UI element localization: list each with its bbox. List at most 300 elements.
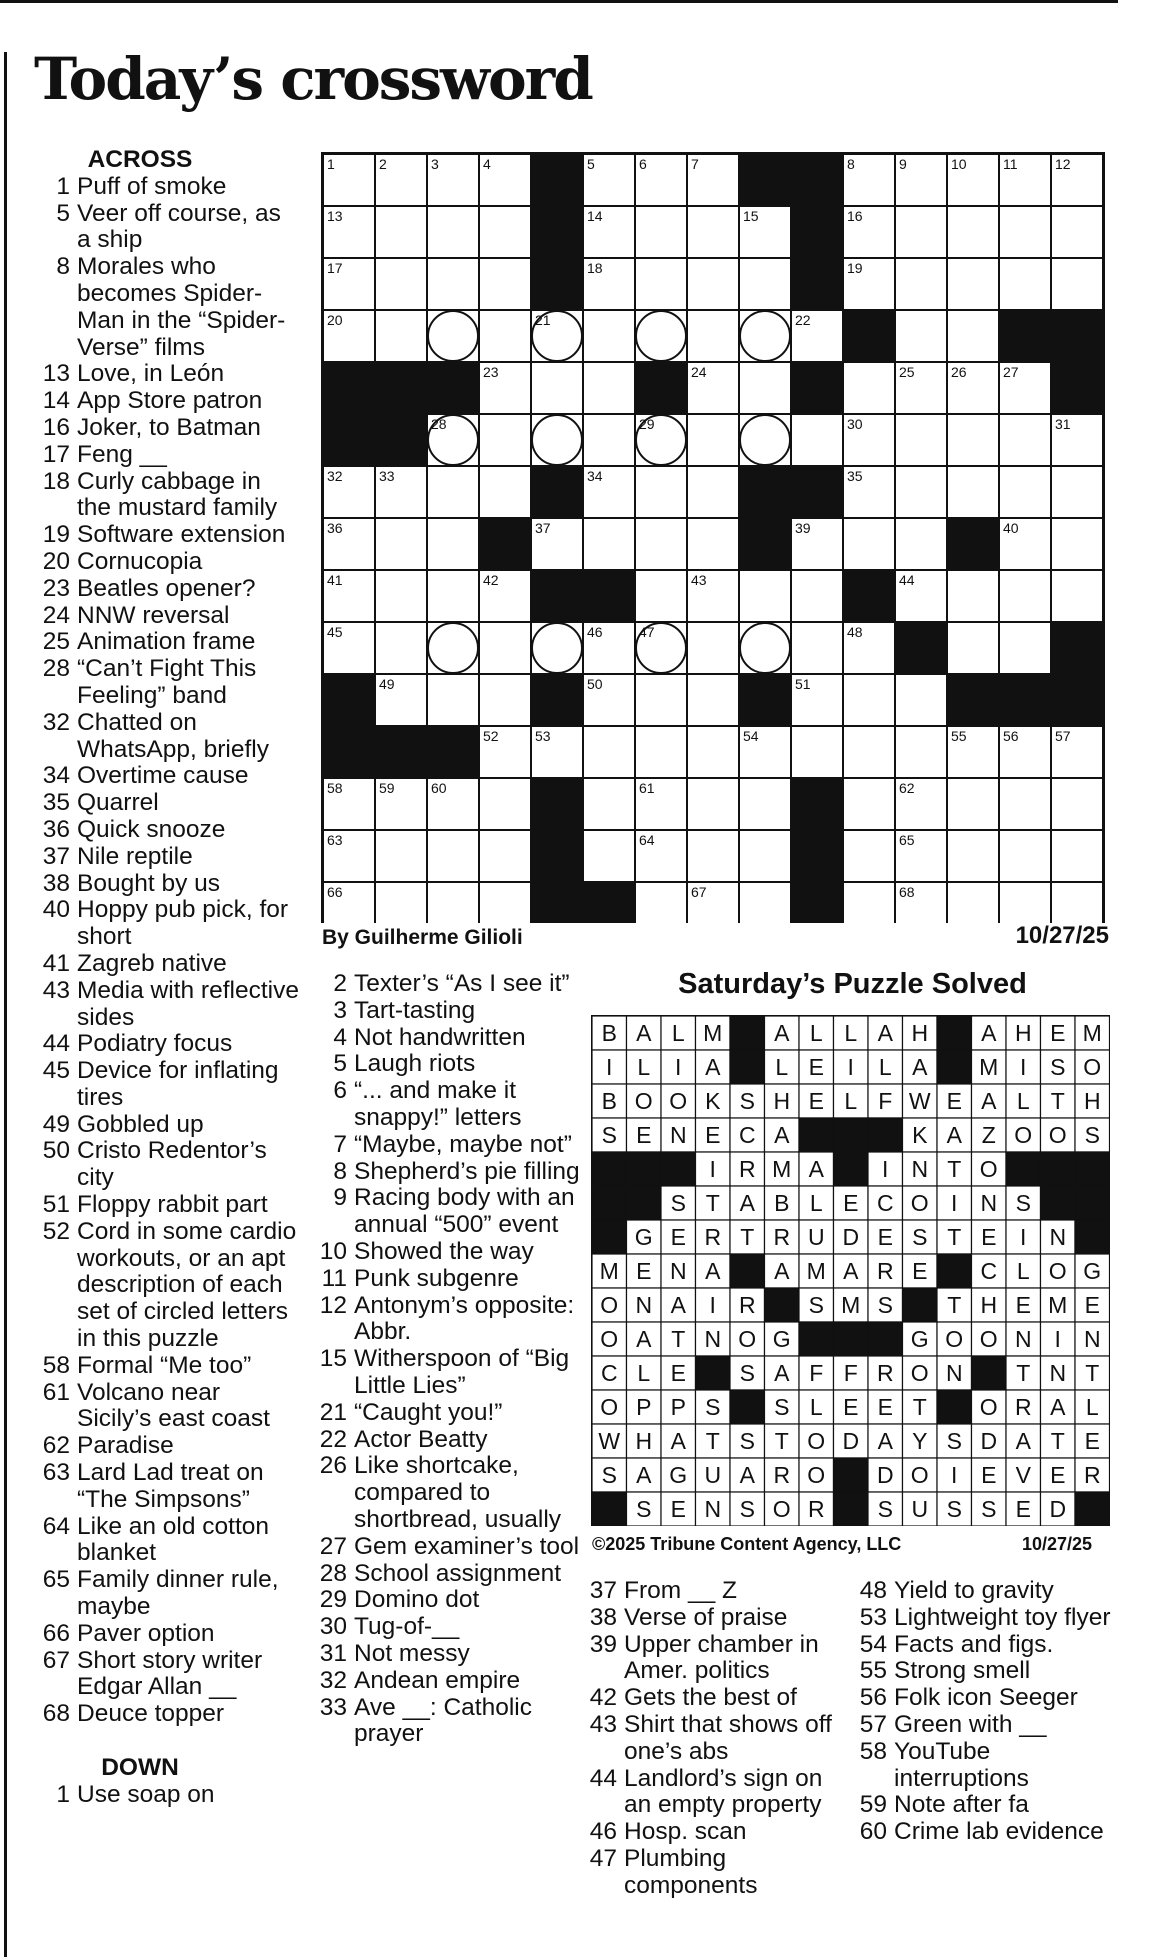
- grid-cell[interactable]: [427, 466, 479, 518]
- down-clue-39[interactable]: [587, 1632, 852, 1686]
- down-clue-10[interactable]: [317, 1239, 587, 1266]
- grid-cell[interactable]: [635, 726, 687, 778]
- clue-text: Puff of smoke: [77, 172, 227, 200]
- solution-letter: N: [1049, 1360, 1067, 1386]
- black-square: [791, 206, 843, 258]
- across-clue-28[interactable]: [40, 656, 300, 710]
- across-clue-66[interactable]: [40, 1621, 300, 1648]
- down-clue-54[interactable]: [857, 1632, 1122, 1659]
- solution-letter: T: [1050, 1088, 1065, 1114]
- grid-cell[interactable]: [947, 206, 999, 258]
- cell-number: 15: [743, 208, 759, 224]
- black-square: [791, 362, 843, 414]
- cell-number: 20: [327, 312, 343, 328]
- clue-text: Texter’s “As I see it”: [354, 970, 570, 997]
- grid-cell[interactable]: [635, 206, 687, 258]
- down-clue-12[interactable]: [317, 1293, 587, 1347]
- clue-text: Joker, to Batman: [77, 413, 261, 441]
- grid-cell[interactable]: [947, 414, 999, 466]
- clue-number: 14: [42, 387, 70, 415]
- clue-number: 53: [859, 1603, 887, 1631]
- solution-letter: S: [981, 1496, 997, 1522]
- down-clue-46[interactable]: [587, 1819, 852, 1846]
- grid-cell[interactable]: [687, 258, 739, 310]
- grid-cell[interactable]: [635, 518, 687, 570]
- grid-cell[interactable]: [375, 570, 427, 622]
- grid-cell[interactable]: [947, 778, 999, 830]
- grid-cell[interactable]: [479, 830, 531, 882]
- grid-cell[interactable]: [895, 258, 947, 310]
- down-clue-55[interactable]: [857, 1658, 1122, 1685]
- clue-number: 9: [333, 1184, 347, 1212]
- cell-number: 29: [639, 416, 655, 432]
- down-clue-8[interactable]: [317, 1159, 587, 1186]
- down-clue-57[interactable]: [857, 1712, 1122, 1739]
- solution-letter: S: [912, 1224, 928, 1250]
- solution-black-square: [592, 1152, 627, 1186]
- solution-letter: S: [739, 1496, 755, 1522]
- across-clue-61[interactable]: [40, 1380, 300, 1434]
- grid-cell[interactable]: [895, 674, 947, 726]
- grid-cell[interactable]: [479, 466, 531, 518]
- clue-number: 64: [42, 1512, 70, 1540]
- clue-number: 26: [319, 1452, 347, 1480]
- clue-text: Andean empire: [354, 1666, 521, 1694]
- across-clue-14[interactable]: [40, 388, 300, 415]
- clue-number: 58: [42, 1351, 70, 1379]
- across-clue-51[interactable]: [40, 1192, 300, 1219]
- grid-cell[interactable]: [843, 726, 895, 778]
- black-square: [999, 310, 1051, 362]
- clue-text: Cornucopia: [77, 547, 203, 575]
- down-clue-42[interactable]: [587, 1685, 852, 1712]
- solution-letter: T: [774, 1428, 789, 1454]
- solution-letter: M: [1082, 1020, 1102, 1046]
- clue-text: Like shortcake, compared to shortbread, usually: [354, 1452, 562, 1533]
- down-clue-30[interactable]: [317, 1614, 587, 1641]
- across-clue-50[interactable]: [40, 1138, 300, 1192]
- black-square: [791, 830, 843, 882]
- black-square: [635, 362, 687, 414]
- grid-cell[interactable]: [687, 622, 739, 674]
- black-square: [323, 362, 375, 414]
- clue-text: Floppy rabbit part: [77, 1191, 268, 1219]
- solution-letter: A: [912, 1054, 928, 1080]
- clue-number: 11: [321, 1264, 347, 1292]
- down-clue-column-3: [587, 1578, 852, 1900]
- clue-text: “Maybe, maybe not”: [354, 1130, 572, 1158]
- solution-letter: S: [670, 1190, 686, 1216]
- black-square: [947, 518, 999, 570]
- grid-cell[interactable]: [375, 206, 427, 258]
- black-square: [1051, 362, 1103, 414]
- grid-cell[interactable]: [635, 466, 687, 518]
- down-clue-21[interactable]: [317, 1400, 587, 1427]
- solution-letter: N: [635, 1292, 653, 1318]
- across-heading: ACROSS: [87, 146, 193, 173]
- grid-cell[interactable]: [843, 518, 895, 570]
- down-clue-29[interactable]: [317, 1587, 587, 1614]
- grid-cell[interactable]: [947, 466, 999, 518]
- clue-number: 43: [589, 1710, 617, 1738]
- grid-cell[interactable]: [791, 726, 843, 778]
- solution-letter: A: [636, 1326, 652, 1352]
- cell-number: 22: [795, 312, 811, 328]
- grid-cell[interactable]: [687, 310, 739, 362]
- black-square: [947, 674, 999, 726]
- grid-cell[interactable]: [999, 258, 1051, 310]
- grid-cell[interactable]: [1051, 778, 1103, 830]
- down-clue-48[interactable]: [857, 1578, 1122, 1605]
- grid-cell[interactable]: [791, 570, 843, 622]
- grid-cell[interactable]: [583, 726, 635, 778]
- across-clue-49[interactable]: [40, 1112, 300, 1139]
- across-clue-41[interactable]: [40, 951, 300, 978]
- solution-letter: B: [601, 1020, 617, 1046]
- cell-number: 7: [691, 156, 699, 172]
- clue-text: Gobbled up: [77, 1110, 204, 1138]
- grid-cell[interactable]: [843, 778, 895, 830]
- solution-letter: R: [773, 1462, 791, 1488]
- down-clue-38[interactable]: [587, 1605, 852, 1632]
- down-clue-1[interactable]: [40, 1782, 300, 1809]
- across-clue-19[interactable]: [40, 522, 300, 549]
- solution-letter: N: [669, 1258, 687, 1284]
- grid-cell[interactable]: [895, 466, 947, 518]
- grid-cell[interactable]: [999, 778, 1051, 830]
- black-square: [583, 882, 635, 923]
- grid-cell[interactable]: [999, 206, 1051, 258]
- cell-number: 32: [327, 468, 343, 484]
- black-square: [323, 414, 375, 466]
- across-clue-40[interactable]: [40, 897, 300, 951]
- solution-letter: T: [671, 1326, 686, 1352]
- cell-number: 16: [847, 208, 863, 224]
- grid-cell[interactable]: [947, 258, 999, 310]
- grid-cell[interactable]: [479, 310, 531, 362]
- solution-letter: M: [979, 1054, 999, 1080]
- grid-cell[interactable]: [427, 830, 479, 882]
- solution-letter: E: [670, 1224, 686, 1250]
- across-clue-65[interactable]: [40, 1567, 300, 1621]
- grid-cell[interactable]: [947, 830, 999, 882]
- across-clue-24[interactable]: [40, 603, 300, 630]
- across-clue-17[interactable]: [40, 442, 300, 469]
- solution-letter: E: [636, 1122, 652, 1148]
- solution-letter: I: [1020, 1224, 1027, 1250]
- grid-cell[interactable]: [375, 830, 427, 882]
- grid-cell[interactable]: [583, 362, 635, 414]
- grid-cell[interactable]: [583, 414, 635, 466]
- across-clue-1[interactable]: [40, 174, 300, 201]
- grid-cell[interactable]: [635, 674, 687, 726]
- grid-cell[interactable]: [791, 414, 843, 466]
- grid-cell[interactable]: [479, 622, 531, 674]
- grid-cell[interactable]: [479, 206, 531, 258]
- grid-cell[interactable]: [375, 310, 427, 362]
- grid-cell[interactable]: [843, 362, 895, 414]
- down-clue-4[interactable]: [317, 1025, 587, 1052]
- down-clue-37[interactable]: [587, 1578, 852, 1605]
- grid-cell[interactable]: [687, 414, 739, 466]
- grid-cell[interactable]: [999, 466, 1051, 518]
- down-clue-60[interactable]: [857, 1819, 1122, 1846]
- down-clue-32[interactable]: [317, 1668, 587, 1695]
- solution-letter: A: [1050, 1394, 1066, 1420]
- grid-cell[interactable]: [635, 882, 687, 923]
- down-clue-6[interactable]: [317, 1078, 587, 1132]
- grid-cell[interactable]: [427, 258, 479, 310]
- grid-cell[interactable]: [375, 882, 427, 923]
- grid-cell[interactable]: [739, 778, 791, 830]
- solution-letter: O: [945, 1326, 964, 1352]
- grid-cell[interactable]: [427, 674, 479, 726]
- solution-letter: N: [945, 1360, 963, 1386]
- solution-letter: S: [1050, 1054, 1066, 1080]
- clue-number: 1: [56, 1780, 70, 1808]
- grid-cell[interactable]: [999, 570, 1051, 622]
- across-clue-35[interactable]: [40, 790, 300, 817]
- grid-cell[interactable]: [479, 414, 531, 466]
- down-clue-28[interactable]: [317, 1561, 587, 1588]
- solution-letter: F: [843, 1360, 858, 1386]
- across-clue-37[interactable]: [40, 844, 300, 871]
- clue-number: 38: [42, 869, 70, 897]
- solution-letter: R: [1083, 1462, 1101, 1488]
- across-clue-column: [40, 147, 300, 1808]
- grid-cell[interactable]: [895, 726, 947, 778]
- grid-cell[interactable]: [635, 258, 687, 310]
- clue-number: 12: [319, 1291, 347, 1319]
- down-clue-11[interactable]: [317, 1266, 587, 1293]
- grid-cell[interactable]: [635, 570, 687, 622]
- grid-cell[interactable]: [1051, 466, 1103, 518]
- across-clue-36[interactable]: [40, 817, 300, 844]
- black-square: [739, 674, 791, 726]
- down-clue-7[interactable]: [317, 1132, 587, 1159]
- grid-cell[interactable]: [687, 518, 739, 570]
- down-clue-2[interactable]: [317, 971, 587, 998]
- down-clue-15[interactable]: [317, 1346, 587, 1400]
- across-clue-62[interactable]: [40, 1433, 300, 1460]
- black-square: [791, 154, 843, 206]
- solution-letter: O: [1048, 1122, 1067, 1148]
- down-clue-43[interactable]: [587, 1712, 852, 1766]
- across-clue-44[interactable]: [40, 1031, 300, 1058]
- grid-cell[interactable]: [947, 310, 999, 362]
- solution-letter: A: [808, 1156, 824, 1182]
- grid-cell[interactable]: [1051, 882, 1103, 923]
- grid-cell[interactable]: [479, 674, 531, 726]
- solution-letter: L: [878, 1054, 892, 1080]
- grid-cell[interactable]: [375, 622, 427, 674]
- down-clue-9[interactable]: [317, 1185, 587, 1239]
- solution-black-square: [1041, 1152, 1076, 1186]
- grid-cell[interactable]: [895, 414, 947, 466]
- grid-cell[interactable]: [375, 258, 427, 310]
- grid-cell[interactable]: [947, 570, 999, 622]
- down-clue-5[interactable]: [317, 1051, 587, 1078]
- across-clue-13[interactable]: [40, 361, 300, 388]
- across-clue-32[interactable]: [40, 710, 300, 764]
- grid-cell[interactable]: [1051, 518, 1103, 570]
- grid-cell[interactable]: [843, 674, 895, 726]
- down-clue-33[interactable]: [317, 1695, 587, 1749]
- grid-cell[interactable]: [687, 674, 739, 726]
- grid-cell[interactable]: [1051, 258, 1103, 310]
- clue-text: Crime lab evidence: [894, 1818, 1104, 1846]
- grid-cell[interactable]: [687, 830, 739, 882]
- across-clue-64[interactable]: [40, 1514, 300, 1568]
- clue-number: 49: [42, 1110, 70, 1138]
- down-clue-53[interactable]: [857, 1605, 1122, 1632]
- grid-cell[interactable]: [895, 518, 947, 570]
- across-clue-5[interactable]: [40, 201, 300, 255]
- solution-letter: R: [704, 1224, 722, 1250]
- solution-letter: D: [980, 1428, 998, 1454]
- grid-cell[interactable]: [739, 570, 791, 622]
- down-clue-47[interactable]: [587, 1846, 852, 1900]
- down-clue-22[interactable]: [317, 1427, 587, 1454]
- grid-cell[interactable]: [739, 830, 791, 882]
- grid-cell[interactable]: [479, 882, 531, 923]
- grid-cell[interactable]: [1051, 830, 1103, 882]
- solution-letter: A: [705, 1258, 721, 1284]
- clue-text: Short story writer Edgar Allan __: [77, 1646, 263, 1701]
- black-square: [375, 362, 427, 414]
- grid-cell[interactable]: [375, 518, 427, 570]
- down-clue-27[interactable]: [317, 1534, 587, 1561]
- across-clue-52[interactable]: [40, 1219, 300, 1353]
- solution-letter: D: [1049, 1496, 1067, 1522]
- solution-black-square: [937, 1050, 972, 1084]
- grid-cell[interactable]: [947, 882, 999, 923]
- down-clue-31[interactable]: [317, 1641, 587, 1668]
- grid-cell[interactable]: [479, 778, 531, 830]
- down-clue-56[interactable]: [857, 1685, 1122, 1712]
- solution-black-square: [834, 1152, 869, 1186]
- grid-cell[interactable]: [1051, 570, 1103, 622]
- grid-cell[interactable]: [739, 258, 791, 310]
- solution-letter: I: [847, 1054, 854, 1080]
- grid-cell[interactable]: [895, 310, 947, 362]
- across-clue-25[interactable]: [40, 629, 300, 656]
- solution-black-square: [937, 1254, 972, 1288]
- solution-letter: A: [670, 1292, 686, 1318]
- solution-grid: [590, 1014, 1110, 1526]
- grid-cell[interactable]: [583, 830, 635, 882]
- down-clue-44[interactable]: [587, 1766, 852, 1820]
- grid-cell[interactable]: [999, 622, 1051, 674]
- cell-number: 2: [379, 156, 387, 172]
- clue-text: Lightweight toy flyer: [894, 1603, 1111, 1631]
- down-clue-59[interactable]: [857, 1792, 1122, 1819]
- grid-cell[interactable]: [427, 518, 479, 570]
- grid-cell[interactable]: [1051, 206, 1103, 258]
- crossword-grid[interactable]: [320, 151, 1110, 923]
- grid-cell[interactable]: [687, 726, 739, 778]
- across-clue-34[interactable]: [40, 763, 300, 790]
- solution-letter: N: [704, 1496, 722, 1522]
- solution-letter: A: [739, 1462, 755, 1488]
- down-clue-26[interactable]: [317, 1453, 587, 1533]
- grid-cell[interactable]: [739, 882, 791, 923]
- grid-cell[interactable]: [791, 622, 843, 674]
- solution-letter: S: [601, 1122, 617, 1148]
- grid-cell[interactable]: [531, 362, 583, 414]
- grid-cell[interactable]: [843, 830, 895, 882]
- grid-cell[interactable]: [687, 466, 739, 518]
- clue-text: Lard Lad treat on “The Simpsons”: [77, 1459, 264, 1513]
- black-square: [531, 674, 583, 726]
- grid-cell[interactable]: [843, 882, 895, 923]
- across-clue-63[interactable]: [40, 1460, 300, 1514]
- solution-letter: O: [669, 1088, 688, 1114]
- cell-number: 56: [1003, 728, 1019, 744]
- across-clue-23[interactable]: [40, 576, 300, 603]
- grid-cell[interactable]: [687, 778, 739, 830]
- solution-black-square: [1075, 1492, 1110, 1526]
- across-clue-67[interactable]: [40, 1648, 300, 1702]
- grid-cell[interactable]: [687, 206, 739, 258]
- solution-letter: K: [705, 1088, 721, 1114]
- clue-number: 5: [56, 199, 70, 227]
- black-square: [1051, 674, 1103, 726]
- clue-number: 60: [859, 1818, 887, 1846]
- across-clue-16[interactable]: [40, 415, 300, 442]
- clue-number: 25: [42, 628, 70, 656]
- solution-black-square: [661, 1152, 696, 1186]
- across-clue-45[interactable]: [40, 1058, 300, 1112]
- grid-cell[interactable]: [583, 518, 635, 570]
- clue-number: 43: [42, 976, 70, 1004]
- grid-cell[interactable]: [583, 310, 635, 362]
- across-clue-8[interactable]: [40, 254, 300, 361]
- grid-cell[interactable]: [479, 258, 531, 310]
- grid-cell[interactable]: [739, 362, 791, 414]
- across-clue-20[interactable]: [40, 549, 300, 576]
- grid-cell[interactable]: [947, 622, 999, 674]
- clue-text: Domino dot: [354, 1586, 480, 1614]
- solution-letter: A: [636, 1020, 652, 1046]
- solution-letter: T: [912, 1394, 927, 1420]
- down-clue-3[interactable]: [317, 998, 587, 1025]
- clue-number: 56: [859, 1684, 887, 1712]
- grid-cell[interactable]: [999, 414, 1051, 466]
- grid-cell[interactable]: [427, 882, 479, 923]
- solution-letter: S: [877, 1292, 893, 1318]
- across-clue-18[interactable]: [40, 469, 300, 523]
- solution-letter: N: [1049, 1224, 1067, 1250]
- grid-cell[interactable]: [427, 570, 479, 622]
- grid-cell[interactable]: [427, 206, 479, 258]
- clue-number: 30: [319, 1613, 347, 1641]
- across-clue-58[interactable]: [40, 1353, 300, 1380]
- clue-text: Upper chamber in Amer. politics: [624, 1630, 819, 1685]
- clue-number: 42: [589, 1684, 617, 1712]
- clue-number: 17: [42, 440, 70, 468]
- cell-number: 67: [691, 884, 707, 900]
- grid-cell[interactable]: [895, 206, 947, 258]
- down-clue-58[interactable]: [857, 1739, 1122, 1793]
- across-clue-43[interactable]: [40, 978, 300, 1032]
- across-clue-38[interactable]: [40, 871, 300, 898]
- grid-cell[interactable]: [583, 778, 635, 830]
- grid-cell[interactable]: [999, 882, 1051, 923]
- across-clue-68[interactable]: [40, 1701, 300, 1728]
- solution-letter: L: [637, 1054, 651, 1080]
- grid-cell[interactable]: [999, 830, 1051, 882]
